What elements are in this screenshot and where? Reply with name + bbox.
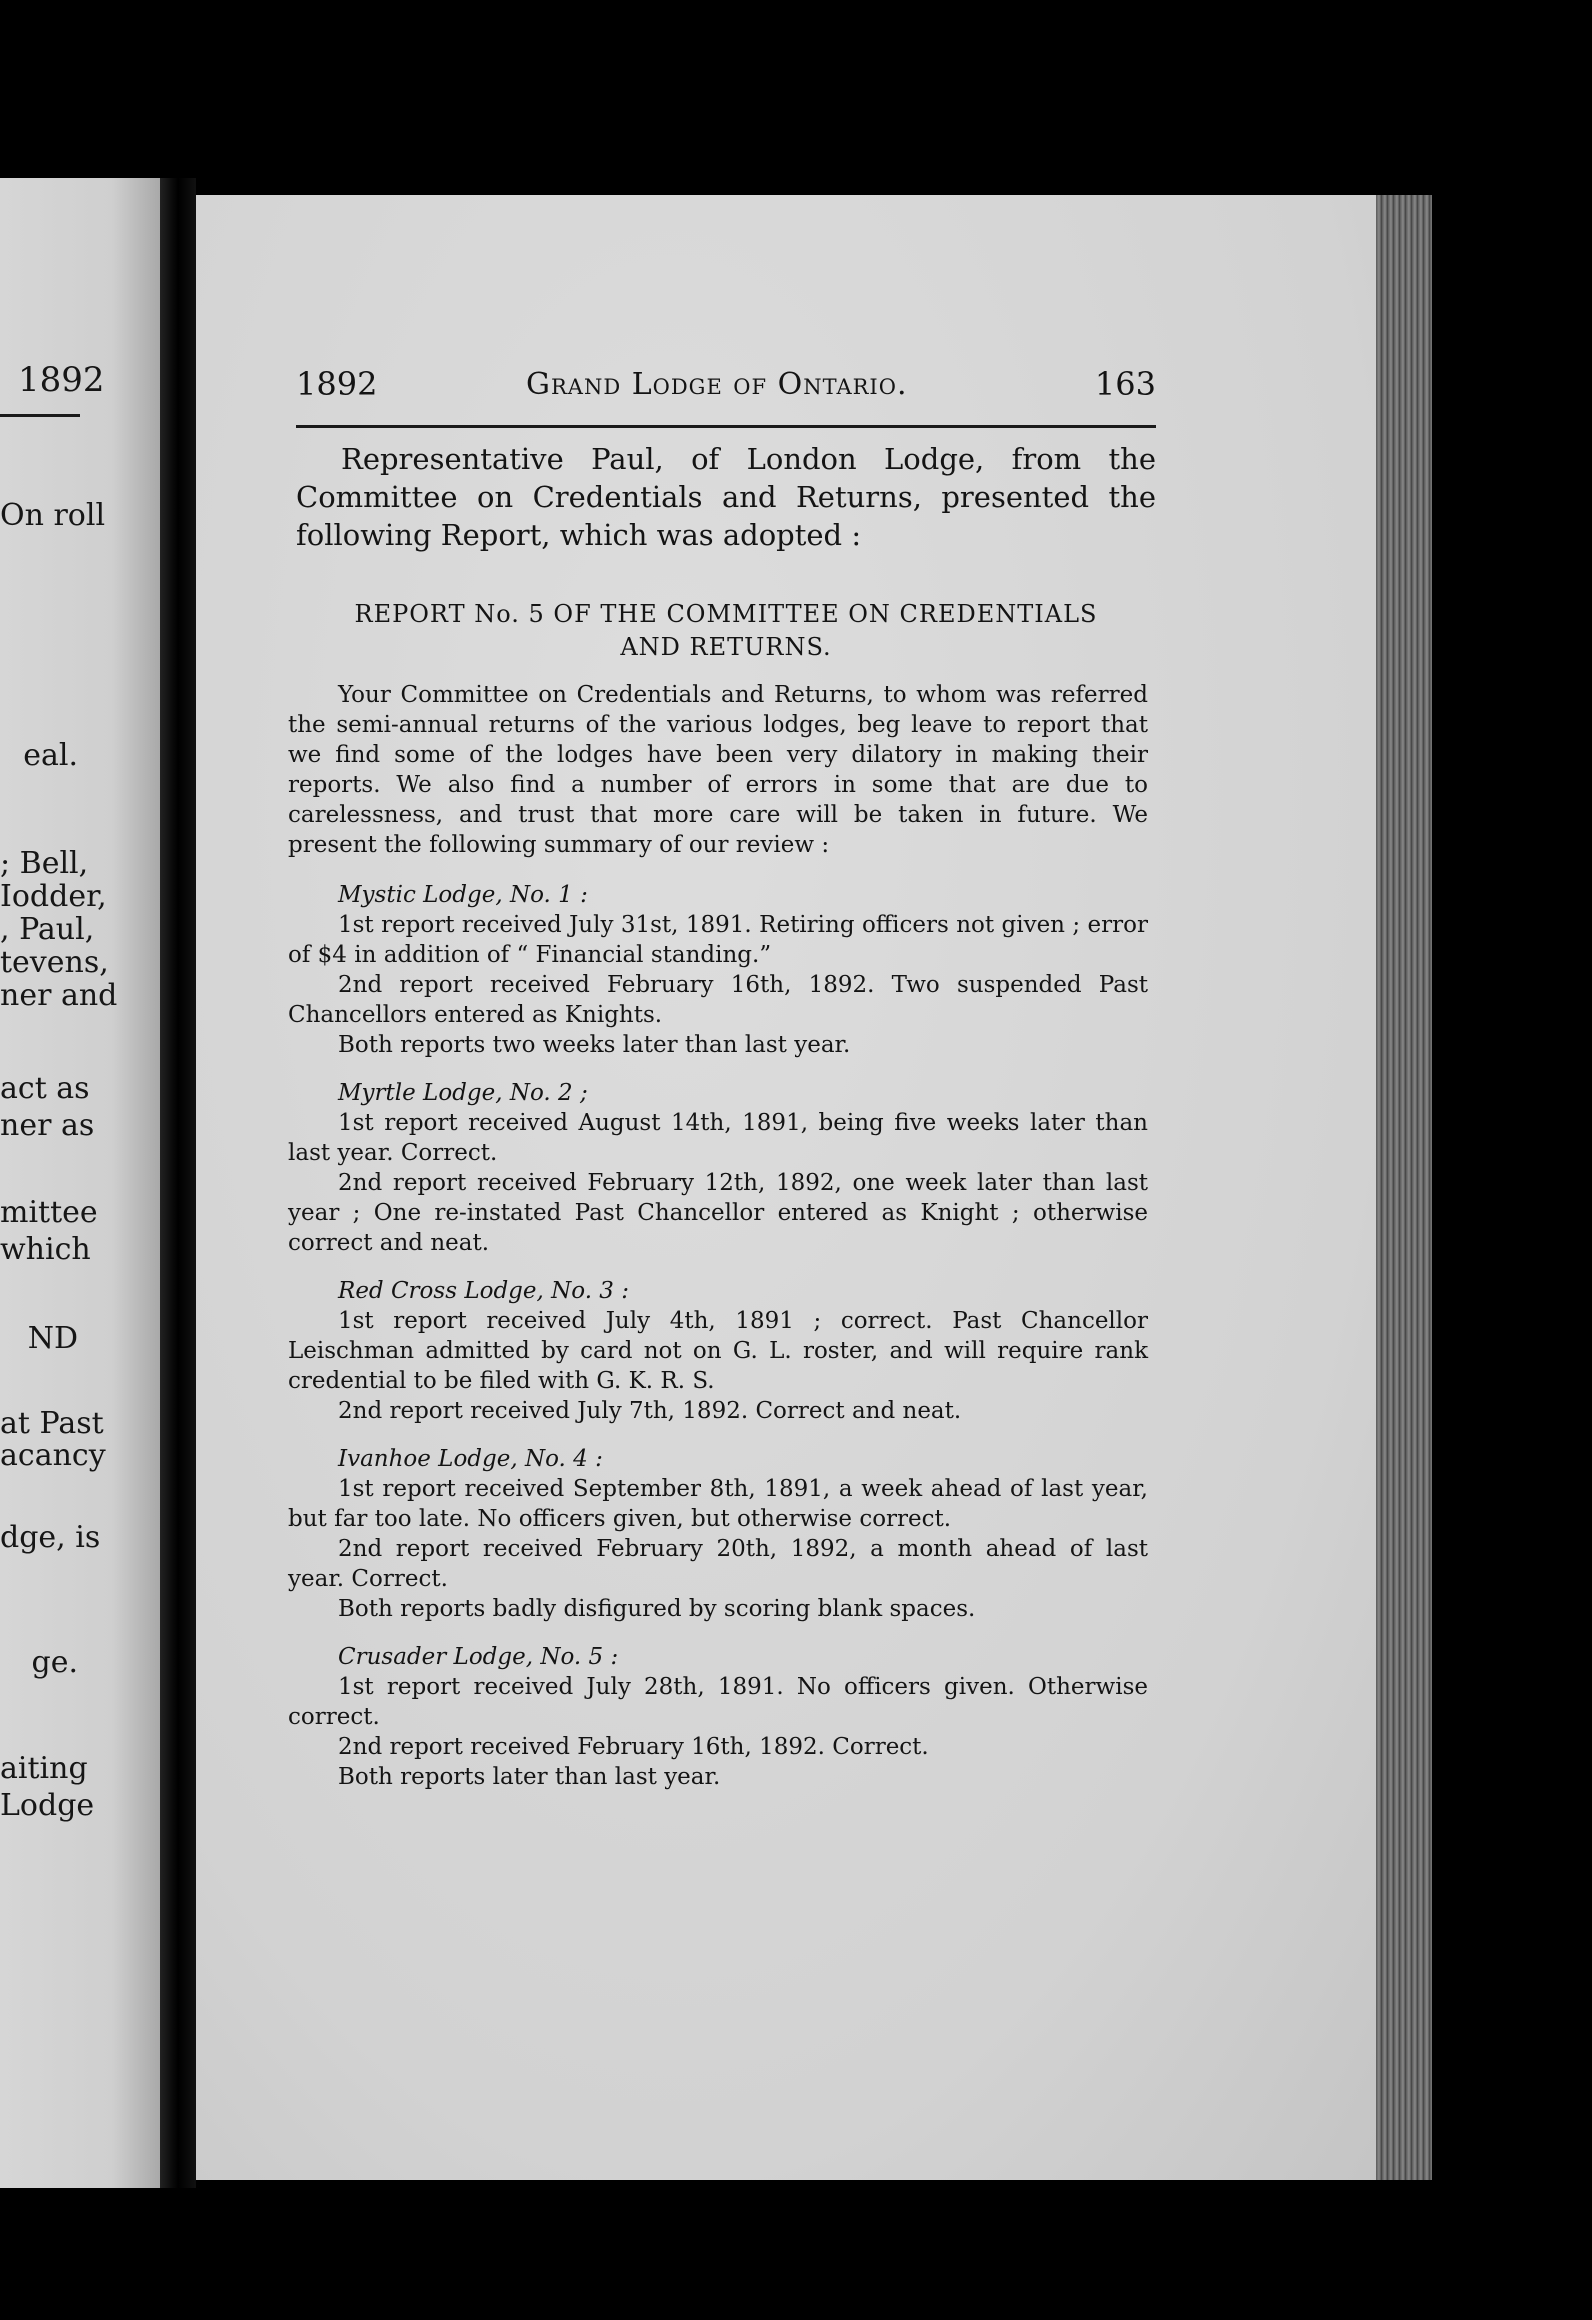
left-page-line: aiting (0, 1751, 88, 1786)
report-item: 2nd report received February 12th, 1892, one week later than last year ; One re-instated Past Chancellor entered as Knight ; otherwise correct and neat. (288, 1170, 1148, 1256)
left-page-line: ner as (0, 1108, 95, 1143)
running-head-title: Grand Lodge of Ontario. (526, 367, 908, 402)
intro-paragraph: Representative Paul, of London Lodge, from the Committee on Credentials and Returns, presented the following Report, which was adopted : (296, 442, 1156, 552)
report-item: 2nd report received February 20th, 1892, a month ahead of last year. Correct. (288, 1536, 1148, 1592)
left-page-line: tevens, (0, 945, 109, 980)
report-item: 1st report received July 31st, 1891. Retiring officers not given ; error of $4 in addition of “ Financial standing.” (288, 912, 1148, 968)
report-item: Both reports later than last year. (338, 1764, 721, 1790)
left-page-line: dge, is (0, 1520, 101, 1555)
page-number: 163 (1094, 365, 1156, 403)
report-title (296, 598, 1156, 664)
page-edge (1376, 195, 1432, 2180)
left-page-line: ; Bell, (0, 846, 89, 881)
left-page-rule (0, 414, 80, 417)
book-gutter (160, 178, 196, 2188)
header-rule (296, 425, 1156, 428)
report-item: 2nd report received February 16th, 1892. Two suspended Past Chancellors entered as Knights. (288, 972, 1148, 1028)
left-page-line: eal. (23, 738, 78, 773)
report-title-line: AND RETURNS. (620, 633, 832, 661)
left-page-line: ner and (0, 978, 118, 1013)
left-page-line: ND (27, 1321, 78, 1356)
report-intro: Your Committee on Credentials and Returns, to whom was referred the semi-annual returns of the various lodges, beg leave to report that we find some of the lodges have been very dilatory in making their reports. We also find a number of errors in some that are due to carelessness, and trust that more care will be taken in future. We present the following summary of our review : (288, 682, 1148, 858)
left-page-line: Iodder, (0, 879, 107, 914)
report-item: Both reports two weeks later than last year. (338, 1032, 851, 1058)
running-head (296, 365, 1156, 415)
left-page-line: at Past (0, 1406, 104, 1441)
left-page-line: act as (0, 1071, 90, 1106)
left-page-line: On roll (0, 498, 106, 533)
lodge-heading: Mystic Lodge, No. 1 : (338, 882, 588, 908)
left-page-line: Lodge (0, 1788, 95, 1823)
report-item: 1st report received July 4th, 1891 ; correct. Past Chancellor Leischman admitted by card not on G. L. roster, and will require rank credential to be filed with G. K. R. S. (288, 1308, 1148, 1394)
left-page-line: ge. (31, 1645, 78, 1680)
lodge-heading: Crusader Lodge, No. 5 : (338, 1644, 619, 1670)
left-page-line: acancy (0, 1438, 106, 1473)
report-item: 1st report received September 8th, 1891, a week ahead of last year, but far too late. No officers given, but otherwise correct. (288, 1476, 1148, 1532)
running-head-year: 1892 (296, 365, 378, 403)
lodge-heading: Ivanhoe Lodge, No. 4 : (338, 1446, 603, 1472)
previous-page-fragment (0, 178, 160, 2188)
report-item: 2nd report received February 16th, 1892. Correct. (338, 1734, 929, 1760)
left-page-line: mittee (0, 1195, 98, 1230)
left-page-year: 1892 (18, 360, 105, 400)
left-page-line: , Paul, (0, 912, 95, 947)
report-title-line: REPORT No. 5 OF THE COMMITTEE ON CREDENTIALS (354, 600, 1098, 628)
report-item: Both reports badly disfigured by scoring blank spaces. (338, 1596, 976, 1622)
report-item: 2nd report received July 7th, 1892. Correct and neat. (338, 1398, 962, 1424)
lodge-heading: Myrtle Lodge, No. 2 ; (338, 1080, 588, 1106)
report-body (288, 680, 1148, 1792)
lodge-heading: Red Cross Lodge, No. 3 : (338, 1278, 630, 1304)
left-page-line: which (0, 1232, 91, 1267)
report-item: 1st report received August 14th, 1891, being five weeks later than last year. Correct. (288, 1110, 1148, 1166)
report-item: 1st report received July 28th, 1891. No officers given. Otherwise correct. (288, 1674, 1148, 1730)
